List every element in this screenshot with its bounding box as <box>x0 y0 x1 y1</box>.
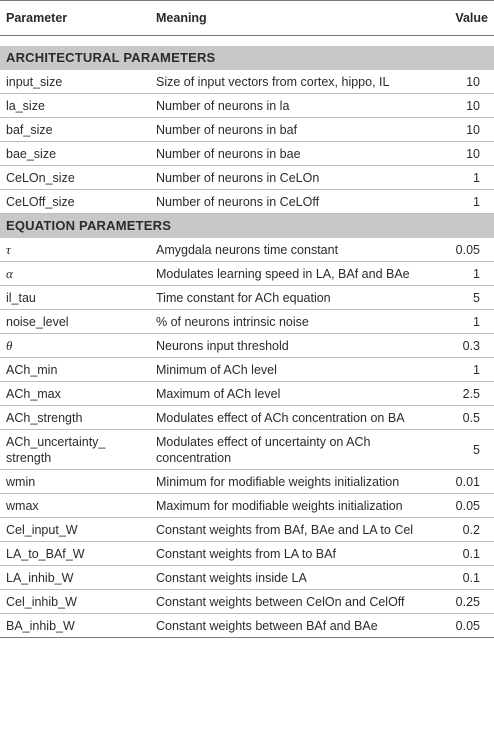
parameter-name-cell: baf_size <box>0 118 150 142</box>
parameter-name-cell: la_size <box>0 94 150 118</box>
parameter-meaning-cell: Number of neurons in CeLOff <box>150 190 420 214</box>
parameter-value-cell: 0.1 <box>420 542 494 566</box>
spacer-cell <box>0 36 494 47</box>
table-row <box>0 430 494 470</box>
table-body <box>0 36 494 638</box>
section-header-row <box>0 214 494 239</box>
parameter-value-cell: 0.2 <box>420 518 494 542</box>
parameter-value-cell: 5 <box>420 430 494 470</box>
parameter-value-cell: 1 <box>420 262 494 286</box>
parameter-value-cell: 0.01 <box>420 470 494 494</box>
section-title: EQUATION PARAMETERS <box>0 214 494 239</box>
parameter-value-cell: 10 <box>420 94 494 118</box>
parameter-value-cell: 10 <box>420 70 494 94</box>
parameter-name-cell: CeLOn_size <box>0 166 150 190</box>
parameter-meaning-cell: Number of neurons in bae <box>150 142 420 166</box>
parameter-name-cell: τ <box>0 238 150 262</box>
parameter-value-cell: 1 <box>420 310 494 334</box>
parameter-name-cell: BA_inhib_W <box>0 614 150 638</box>
parameter-name-cell: ACh_strength <box>0 406 150 430</box>
table-row <box>0 406 494 430</box>
parameter-value-cell: 5 <box>420 286 494 310</box>
parameter-value-cell: 0.05 <box>420 238 494 262</box>
parameter-name-cell: α <box>0 262 150 286</box>
parameter-meaning-cell: Number of neurons in la <box>150 94 420 118</box>
header-parameter: Parameter <box>0 1 150 36</box>
parameter-meaning-cell: Constant weights between CelOn and CelOff <box>150 590 420 614</box>
parameter-value-cell: 10 <box>420 118 494 142</box>
table-row <box>0 94 494 118</box>
section-spacer <box>0 36 494 47</box>
table-row <box>0 166 494 190</box>
table-row <box>0 238 494 262</box>
header-value: Value <box>420 1 494 36</box>
section-title: ARCHITECTURAL PARAMETERS <box>0 46 494 70</box>
parameter-value-cell: 0.5 <box>420 406 494 430</box>
parameter-meaning-cell: Amygdala neurons time constant <box>150 238 420 262</box>
parameter-meaning-cell: Minimum of ACh level <box>150 358 420 382</box>
parameter-meaning-cell: Number of neurons in CeLOn <box>150 166 420 190</box>
table-row <box>0 382 494 406</box>
parameter-name-cell: noise_level <box>0 310 150 334</box>
table-header-row <box>0 1 494 36</box>
parameter-meaning-cell: Time constant for ACh equation <box>150 286 420 310</box>
parameter-value-cell: 0.05 <box>420 494 494 518</box>
parameter-name-cell: θ <box>0 334 150 358</box>
parameter-name-cell: CeLOff_size <box>0 190 150 214</box>
parameter-name-cell: Cel_inhib_W <box>0 590 150 614</box>
parameter-name-cell: ACh_max <box>0 382 150 406</box>
parameter-meaning-cell: Maximum for modifiable weights initialization <box>150 494 420 518</box>
table-row <box>0 334 494 358</box>
parameter-name-cell: ACh_uncertainty_ strength <box>0 430 150 470</box>
table-row <box>0 590 494 614</box>
parameter-meaning-cell: Minimum for modifiable weights initialization <box>150 470 420 494</box>
table-row <box>0 358 494 382</box>
parameter-meaning-cell: Constant weights between BAf and BAe <box>150 614 420 638</box>
table-row <box>0 494 494 518</box>
parameter-value-cell: 0.3 <box>420 334 494 358</box>
table-row <box>0 542 494 566</box>
parameter-value-cell: 1 <box>420 358 494 382</box>
parameter-value-cell: 0.05 <box>420 614 494 638</box>
parameter-meaning-cell: Constant weights from LA to BAf <box>150 542 420 566</box>
parameter-name-cell: ACh_min <box>0 358 150 382</box>
table-row <box>0 118 494 142</box>
parameter-name-cell: bae_size <box>0 142 150 166</box>
parameter-name-cell: input_size <box>0 70 150 94</box>
parameter-name-cell: LA_to_BAf_W <box>0 542 150 566</box>
table-row <box>0 142 494 166</box>
parameter-value-cell: 1 <box>420 190 494 214</box>
parameter-meaning-cell: Maximum of ACh level <box>150 382 420 406</box>
parameter-name-cell: wmin <box>0 470 150 494</box>
table-row <box>0 470 494 494</box>
parameter-value-cell: 0.25 <box>420 590 494 614</box>
parameter-meaning-cell: Constant weights from BAf, BAe and LA to Cel <box>150 518 420 542</box>
section-header-row <box>0 46 494 70</box>
parameter-value-cell: 2.5 <box>420 382 494 406</box>
table-row <box>0 190 494 214</box>
table-row <box>0 566 494 590</box>
table-row <box>0 286 494 310</box>
table-row <box>0 518 494 542</box>
table-row <box>0 70 494 94</box>
parameter-meaning-cell: Modulates effect of uncertainty on ACh concentration <box>150 430 420 470</box>
parameter-meaning-cell: Constant weights inside LA <box>150 566 420 590</box>
parameter-meaning-cell: Number of neurons in baf <box>150 118 420 142</box>
table-row <box>0 614 494 638</box>
parameter-meaning-cell: Modulates effect of ACh concentration on BA <box>150 406 420 430</box>
parameter-value-cell: 10 <box>420 142 494 166</box>
table-row <box>0 262 494 286</box>
parameter-meaning-cell: Modulates learning speed in LA, BAf and BAe <box>150 262 420 286</box>
parameter-meaning-cell: Size of input vectors from cortex, hippo, IL <box>150 70 420 94</box>
parameter-name-cell: Cel_input_W <box>0 518 150 542</box>
parameter-value-cell: 1 <box>420 166 494 190</box>
header-meaning: Meaning <box>150 1 420 36</box>
parameter-name-cell: LA_inhib_W <box>0 566 150 590</box>
parameter-name-cell: wmax <box>0 494 150 518</box>
parameter-meaning-cell: % of neurons intrinsic noise <box>150 310 420 334</box>
parameter-name-cell: il_tau <box>0 286 150 310</box>
parameter-meaning-cell: Neurons input threshold <box>150 334 420 358</box>
table-row <box>0 310 494 334</box>
parameter-value-cell: 0.1 <box>420 566 494 590</box>
